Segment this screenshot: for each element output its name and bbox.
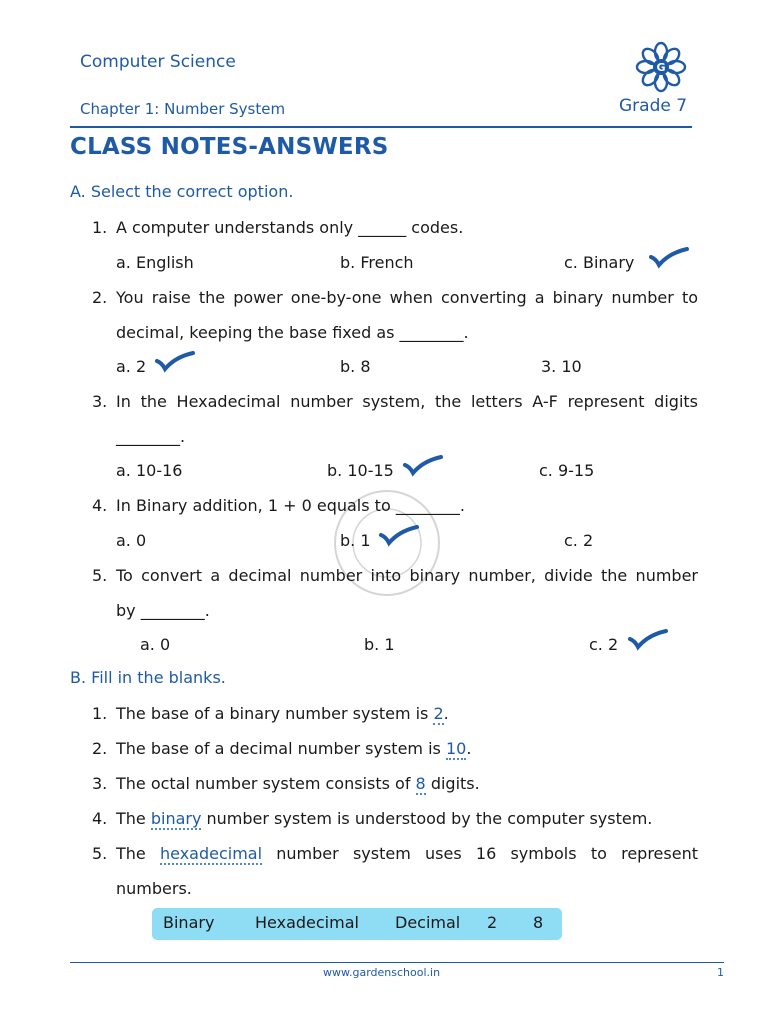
answer-option: a. 0 [140, 635, 171, 654]
question-number: 4. [92, 496, 108, 515]
checkmark-icon [628, 629, 668, 651]
footer-divider [70, 962, 724, 963]
fill-blank-sentence [116, 844, 698, 864]
question-text: You raise the power one-by-one when converting a binary number to [116, 288, 698, 307]
sentence-start: The base of a binary number system is [116, 704, 434, 723]
question-text-continued: decimal, keeping the base fixed as ________. [116, 323, 469, 342]
sentence-start: The base of a decimal number system is [116, 739, 446, 758]
sentence-start: The octal number system consists of [116, 774, 416, 793]
answer-option: c. 2 [589, 635, 619, 654]
question-text-continued: by ________. [116, 601, 210, 620]
filled-answer: 10 [445, 739, 467, 758]
page-title: CLASS NOTES-ANSWERS [70, 134, 389, 160]
answer-option: c. 9-15 [539, 461, 595, 480]
question-number: 5. [92, 566, 108, 585]
answer-option: a. 10-16 [116, 461, 183, 480]
filled-answer: 2 [433, 704, 444, 723]
checkmark-icon [649, 247, 689, 269]
sentence-start: The [116, 809, 151, 828]
blank-number: 3. [92, 774, 108, 793]
page-number: 1 [717, 966, 724, 979]
fill-blank-sentence [116, 774, 480, 794]
section-a-heading: A. Select the correct option. [70, 182, 294, 201]
answer-option: 3. 10 [541, 357, 582, 376]
filled-answer: 8 [415, 774, 426, 793]
fill-blank-sentence [116, 704, 449, 724]
answer-option: b. 1 [364, 635, 395, 654]
fill-blank-sentence [116, 739, 471, 759]
answer-option: a. English [116, 253, 194, 272]
sentence-start: The [116, 844, 160, 863]
word-bank-item: Decimal [395, 913, 461, 932]
answer-option: a. 2 [116, 357, 147, 376]
subject-title: Computer Science [80, 52, 236, 72]
blank-number: 2. [92, 739, 108, 758]
answer-option: b. 8 [340, 357, 371, 376]
word-bank [152, 908, 562, 940]
blank-number: 4. [92, 809, 108, 828]
filled-answer: binary [150, 809, 202, 828]
answer-option: a. 0 [116, 531, 147, 550]
question-number: 3. [92, 392, 108, 411]
question-text-continued: ________. [116, 427, 186, 446]
sentence-end: number system is understood by the computer system. [201, 809, 653, 828]
answer-option: c. 2 [564, 531, 594, 550]
sentence-end: digits. [425, 774, 480, 793]
header-divider [70, 126, 692, 128]
fill-blank-sentence [116, 809, 652, 829]
sentence-end: . [466, 739, 472, 758]
question-text: In Binary addition, 1 + 0 equals to ________. [116, 496, 465, 515]
word-bank-item: Binary [163, 913, 215, 932]
fill-blank-sentence-continued: numbers. [116, 879, 192, 898]
svg-text:G: G [656, 61, 666, 74]
question-number: 1. [92, 218, 108, 237]
blank-number: 5. [92, 844, 108, 863]
chapter-title: Chapter 1: Number System [80, 100, 286, 118]
sentence-end: number system uses 16 symbols to represent [262, 844, 698, 863]
section-b-heading: B. Fill in the blanks. [70, 668, 226, 687]
grade-label: Grade 7 [619, 96, 688, 116]
answer-option: b. 10-15 [327, 461, 394, 480]
answer-option: b. French [340, 253, 414, 272]
word-bank-item: 2 [487, 913, 498, 932]
flower-logo-icon [632, 38, 690, 96]
checkmark-icon [155, 351, 195, 373]
sentence-end: . [443, 704, 449, 723]
word-bank-item: Hexadecimal [255, 913, 359, 932]
answer-option: b. 1 [340, 531, 371, 550]
question-text: To convert a decimal number into binary number, divide the number [116, 566, 698, 585]
checkmark-icon [379, 525, 419, 547]
footer-url[interactable]: www.gardenschool.in [323, 966, 441, 979]
checkmark-icon [403, 455, 443, 477]
word-bank-item: 8 [533, 913, 544, 932]
filled-answer: hexadecimal [159, 844, 263, 863]
answer-option: c. Binary [564, 253, 635, 272]
question-number: 2. [92, 288, 108, 307]
question-text: A computer understands only ______ codes. [116, 218, 464, 237]
question-text: In the Hexadecimal number system, the letters A-F represent digits [116, 392, 698, 411]
blank-number: 1. [92, 704, 108, 723]
